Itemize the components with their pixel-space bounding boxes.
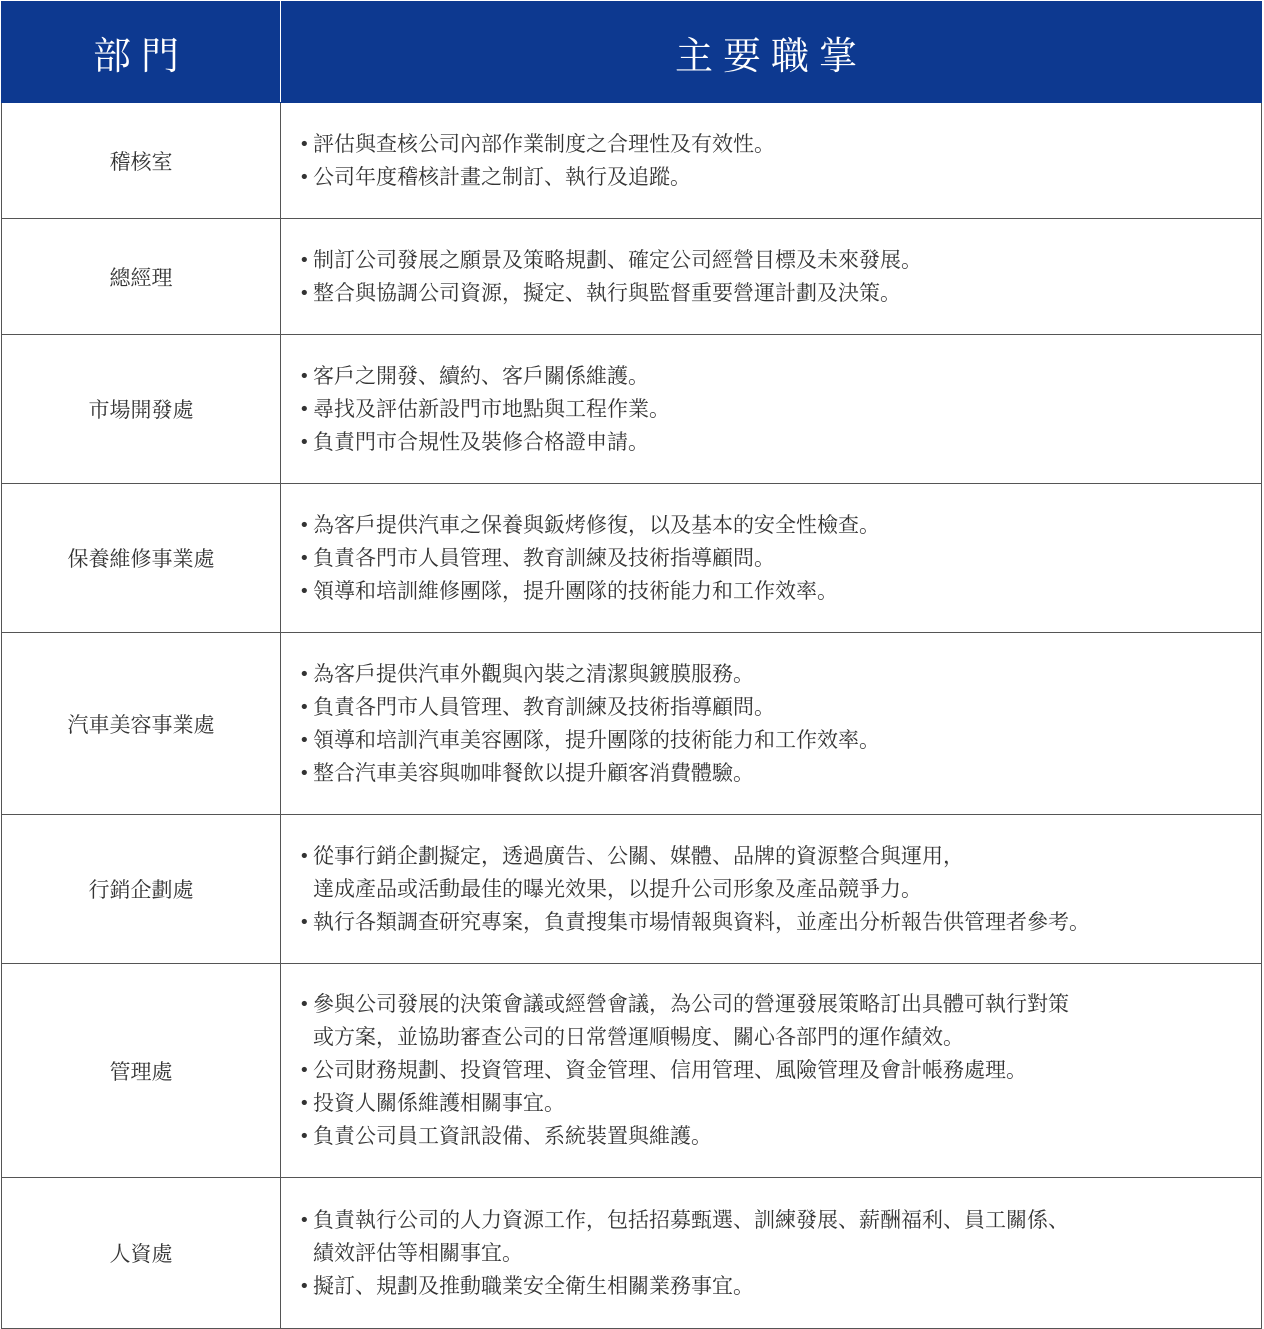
duty-list <box>299 988 1261 1153</box>
duty-item <box>299 277 1261 310</box>
duty-item <box>299 1120 1261 1153</box>
duty-item <box>299 161 1261 194</box>
header-duties: 主要職掌 <box>281 2 1262 103</box>
duty-list <box>299 509 1261 608</box>
table-row <box>2 484 1262 633</box>
duty-item <box>299 1054 1261 1087</box>
duty-item <box>299 426 1261 459</box>
duty-text: • 投資人關係維護相關事宜。 <box>313 1091 565 1115</box>
duty-text: • 制訂公司發展之願景及策略規劃、確定公司經營目標及未來發展。 <box>313 247 922 272</box>
duty-list <box>299 840 1261 939</box>
duty-item <box>299 658 1261 691</box>
duty-text: 或方案，並協助審查公司的日常營運順暢度、關心各部門的運作績效。 <box>313 1025 964 1049</box>
department-name: 汽車美容事業處 <box>2 633 281 815</box>
department-duties <box>281 335 1262 484</box>
duty-text: • 尋找及評估新設門市地點與工程作業。 <box>313 396 670 421</box>
table-row <box>2 219 1262 335</box>
duty-list <box>299 658 1261 790</box>
duty-item <box>299 542 1261 575</box>
table-header-row <box>2 2 1262 103</box>
duty-item <box>299 988 1261 1054</box>
duty-text: • 執行各類調查研究專案，負責搜集市場情報與資料，並產出分析報告供管理者參考。 <box>313 909 1090 934</box>
duty-text: • 領導和培訓汽車美容團隊，提升團隊的技術能力和工作效率。 <box>313 727 880 752</box>
department-duties <box>281 103 1262 219</box>
duty-item <box>299 724 1261 757</box>
duty-item <box>299 1270 1261 1303</box>
duty-text: • 負責執行公司的人力資源工作，包括招募甄選、訓練發展、薪酬福利、員工關係、 <box>313 1207 1069 1232</box>
duty-list <box>299 244 1261 310</box>
duty-text: • 從事行銷企劃擬定，透過廣告、公關、媒體、品牌的資源整合與運用， <box>313 843 964 868</box>
header-department: 部門 <box>2 2 281 103</box>
duty-item <box>299 244 1261 277</box>
department-name: 管理處 <box>2 964 281 1178</box>
duty-item <box>299 575 1261 608</box>
table-row <box>2 1178 1262 1329</box>
duty-text: • 公司財務規劃、投資管理、資金管理、信用管理、風險管理及會計帳務處理。 <box>313 1058 1027 1082</box>
duty-list <box>299 1204 1261 1303</box>
duty-text: • 為客戶提供汽車之保養與鈑烤修復，以及基本的安全性檢查。 <box>313 512 880 537</box>
duty-text: • 為客戶提供汽車外觀與內裝之清潔與鍍膜服務。 <box>313 661 754 686</box>
duty-item <box>299 128 1261 161</box>
duty-item <box>299 360 1261 393</box>
table-body <box>2 103 1262 1329</box>
duty-text: • 負責公司員工資訊設備、系統裝置與維護。 <box>313 1124 712 1148</box>
table-row <box>2 335 1262 484</box>
department-duties-table <box>1 1 1262 1329</box>
duty-list <box>299 128 1261 194</box>
department-name: 總經理 <box>2 219 281 335</box>
duty-text: • 負責各門市人員管理、教育訓練及技術指導顧問。 <box>313 694 775 719</box>
table-row <box>2 103 1262 219</box>
duty-text: • 整合汽車美容與咖啡餐飲以提升顧客消費體驗。 <box>313 760 754 785</box>
duty-text: • 公司年度稽核計畫之制訂、執行及追蹤。 <box>313 164 691 189</box>
department-name: 保養維修事業處 <box>2 484 281 633</box>
department-duties <box>281 815 1262 964</box>
duty-item <box>299 691 1261 724</box>
duty-item <box>299 1204 1261 1270</box>
duty-text: • 參與公司發展的決策會議或經營會議，為公司的營運發展策略訂出具體可執行對策 <box>313 992 1069 1016</box>
department-duties <box>281 1178 1262 1329</box>
duty-text: • 整合與協調公司資源，擬定、執行與監督重要營運計劃及決策。 <box>313 280 901 305</box>
duty-item <box>299 1087 1261 1120</box>
department-name: 行銷企劃處 <box>2 815 281 964</box>
duty-item <box>299 757 1261 790</box>
table-row <box>2 815 1262 964</box>
duty-text: 達成產品或活動最佳的曝光效果，以提升公司形象及產品競爭力。 <box>313 876 922 901</box>
duty-text: • 擬訂、規劃及推動職業安全衛生相關業務事宜。 <box>313 1273 754 1298</box>
duty-text: • 負責各門市人員管理、教育訓練及技術指導顧問。 <box>313 545 775 570</box>
duty-text: 績效評估等相關事宜。 <box>313 1240 523 1265</box>
duty-item <box>299 906 1261 939</box>
department-name: 稽核室 <box>2 103 281 219</box>
department-duties <box>281 964 1262 1178</box>
duty-item <box>299 840 1261 906</box>
duty-item <box>299 393 1261 426</box>
department-name: 人資處 <box>2 1178 281 1329</box>
table-row <box>2 633 1262 815</box>
duty-text: • 領導和培訓維修團隊，提升團隊的技術能力和工作效率。 <box>313 578 838 603</box>
duty-text: • 客戶之開發、續約、客戶關係維護。 <box>313 363 649 388</box>
duty-text: • 評估與查核公司內部作業制度之合理性及有效性。 <box>313 131 775 156</box>
duty-list <box>299 360 1261 459</box>
table-row <box>2 964 1262 1178</box>
department-duties <box>281 633 1262 815</box>
department-duties <box>281 219 1262 335</box>
department-name: 市場開發處 <box>2 335 281 484</box>
duty-item <box>299 509 1261 542</box>
duty-text: • 負責門市合規性及裝修合格證申請。 <box>313 429 649 454</box>
department-duties <box>281 484 1262 633</box>
